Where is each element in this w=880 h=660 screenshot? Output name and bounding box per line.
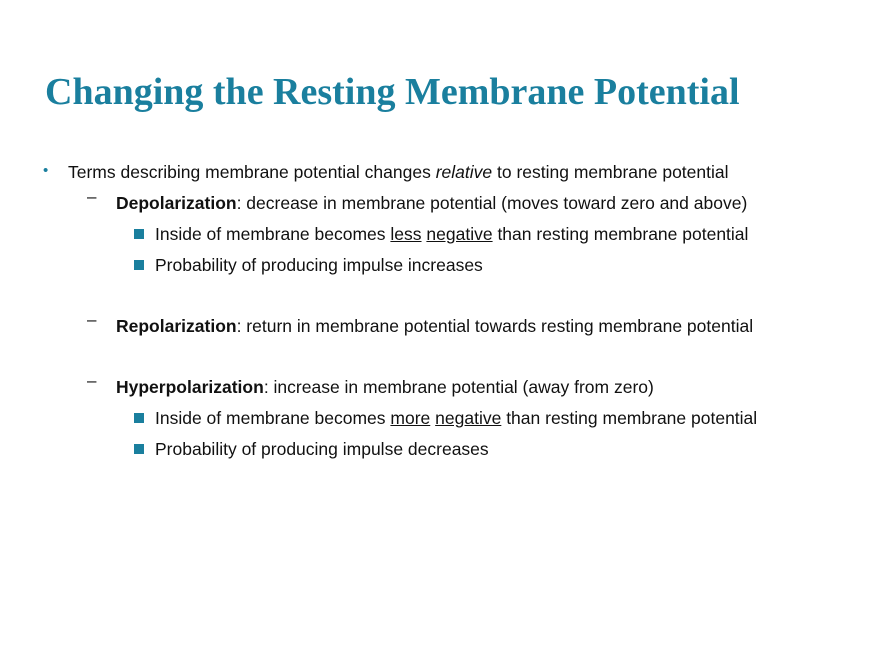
sub-bullet-hyper-inside: Inside of membrane becomes more negative than resting membrane potential <box>155 408 758 428</box>
dash-bullet-icon: – <box>87 310 97 329</box>
bullet-repolarization: Repolarization: return in membrane potential towards resting membrane potential <box>116 316 754 336</box>
slide-title: Changing the Resting Membrane Potential <box>45 71 740 113</box>
term-hyperpolarization: Hyperpolarization <box>116 377 264 397</box>
square-bullet-icon <box>134 444 144 454</box>
square-bullet-icon <box>134 229 144 239</box>
bullet-terms: Terms describing membrane potential changes relative to resting membrane potential <box>68 162 729 182</box>
underline-more: more <box>390 408 431 428</box>
square-bullet-icon <box>134 260 144 270</box>
emphasis-relative: relative <box>435 162 493 182</box>
square-bullet-icon <box>134 413 144 423</box>
underline-less: less <box>390 224 422 244</box>
dash-bullet-icon: – <box>87 187 97 206</box>
term-depolarization: Depolarization <box>116 193 237 213</box>
bullet-depolarization: Depolarization: decrease in membrane potential (moves toward zero and above) <box>116 193 748 213</box>
bullet-hyperpolarization: Hyperpolarization: increase in membrane potential (away from zero) <box>116 377 654 397</box>
sub-bullet-hyper-probability: Probability of producing impulse decreases <box>155 439 489 459</box>
dot-bullet-icon: • <box>43 162 49 179</box>
term-repolarization: Repolarization <box>116 316 237 336</box>
dash-bullet-icon: – <box>87 371 97 390</box>
underline-negative: negative <box>426 224 493 244</box>
sub-bullet-depol-probability: Probability of producing impulse increases <box>155 255 483 275</box>
sub-bullet-depol-inside: Inside of membrane becomes less negative than resting membrane potential <box>155 224 749 244</box>
underline-negative: negative <box>435 408 502 428</box>
